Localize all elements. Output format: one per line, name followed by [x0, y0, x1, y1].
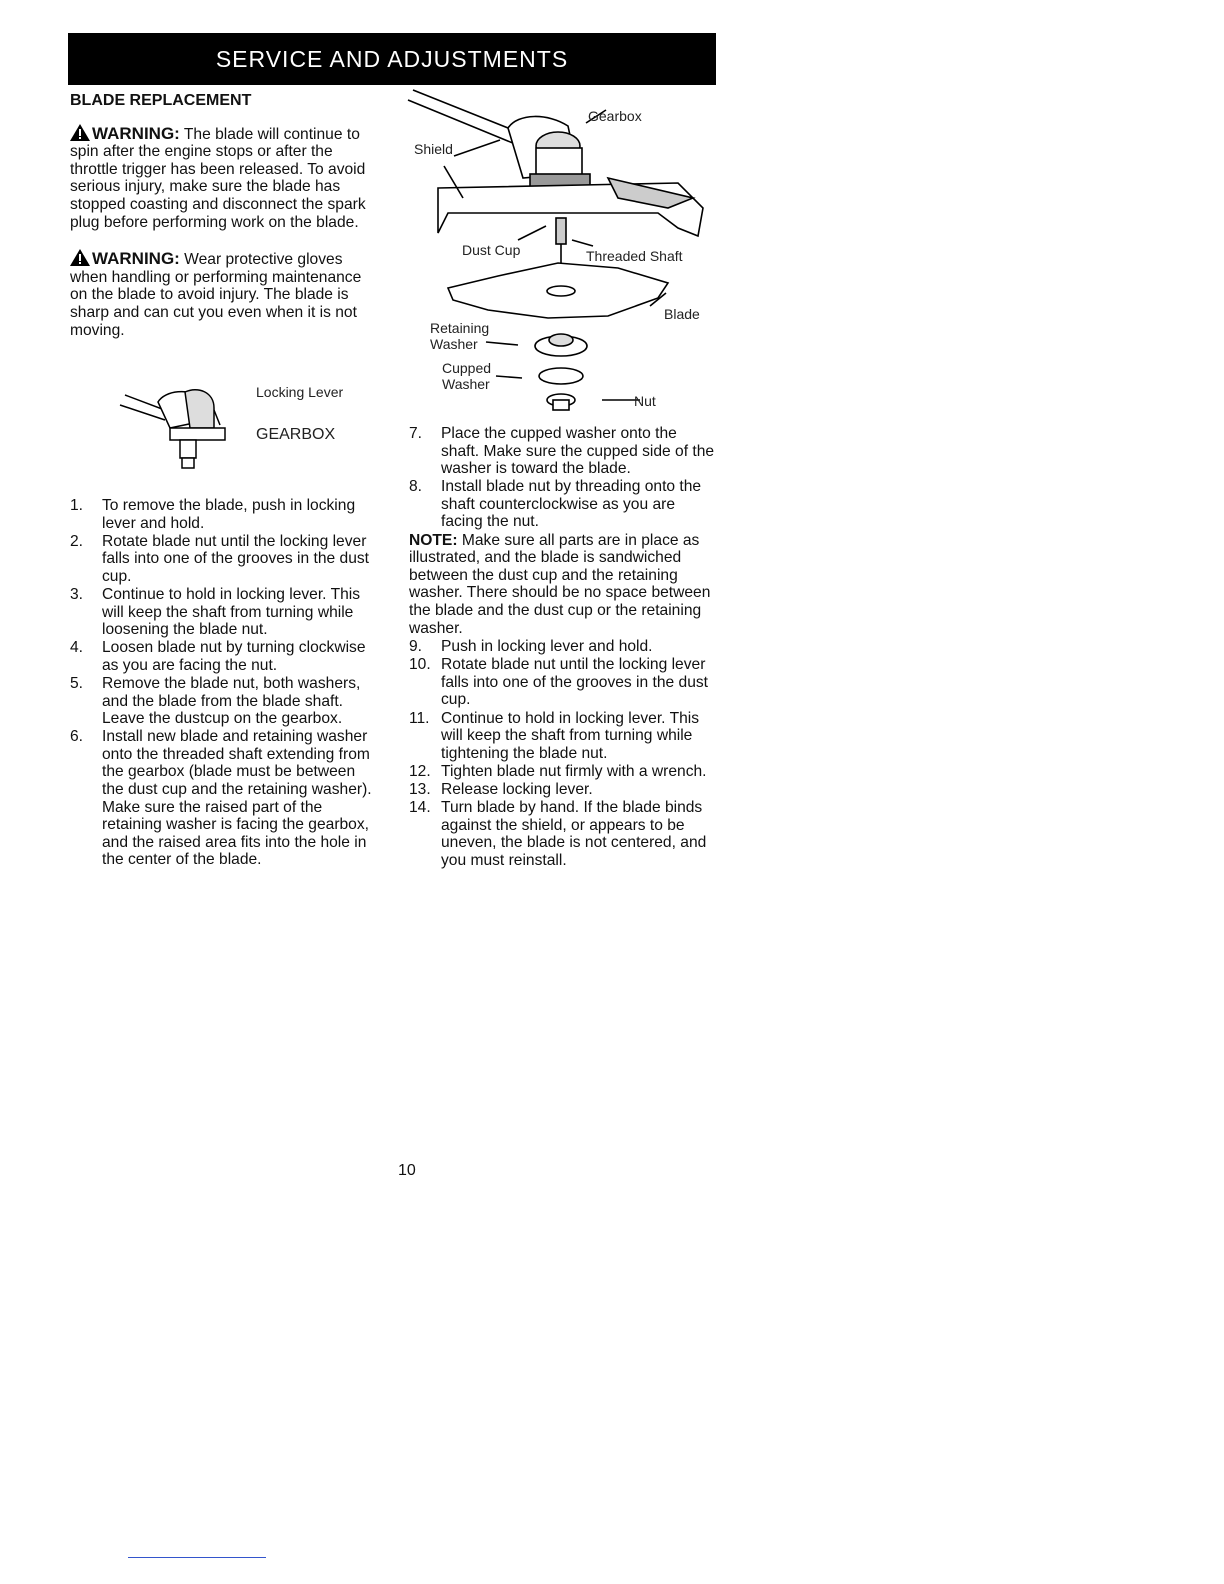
- gearbox-label: GEARBOX: [256, 426, 336, 443]
- steps-list-left: [70, 497, 380, 869]
- blade-assembly-figure: [408, 88, 720, 418]
- section-header: [68, 33, 716, 85]
- list-item: 8. Install blade nut by threading onto the shaft counterclockwise as you are facing the nut.: [409, 478, 702, 531]
- section-title: BLADE REPLACEMENT: [70, 92, 252, 109]
- cupped-washer-label-line2: Washer: [442, 376, 490, 392]
- list-item: 5. Remove the blade nut, both washers, and the blade from the blade shaft. Leave the dustcup on the gearbox.: [70, 674, 361, 728]
- list-item: 6. Install new blade and retaining washer onto the threaded shaft extending from the gearbox (blade must be between the dust cup and the retaining washer). Make sure the raised part of the retaining washer is facing the gearbox, and the raised area fits into the hole in the center of the blade.: [70, 728, 372, 869]
- blade-label: Blade: [664, 306, 700, 322]
- list-item: 11. Continue to hold in locking lever. This will keep the shaft from turning while tightening the blade nut.: [409, 709, 700, 762]
- warning-triangle-icon: [70, 124, 90, 141]
- warning-label: WARNING:: [92, 123, 180, 143]
- warning-block-1: [70, 124, 380, 232]
- warning-text: Wear protective gloves when handling or performing maintenance on the blade to avoid injury. The blade is sharp and can cut you even when it is not moving.: [70, 251, 362, 339]
- header-title: SERVICE AND ADJUSTMENTS: [215, 45, 569, 72]
- list-item: 13. Release locking lever.: [409, 780, 593, 798]
- list-item: 10. Rotate blade nut until the locking lever falls into one of the grooves in the dust cup.: [409, 656, 708, 709]
- list-item: 4. Loosen blade nut by turning clockwise as you are facing the nut.: [70, 639, 366, 674]
- list-item: 2. Rotate blade nut until the locking lever falls into one of the grooves in the dust cup.: [70, 532, 369, 585]
- threaded-shaft-label: Threaded Shaft: [586, 248, 683, 264]
- note-label: NOTE:: [409, 531, 458, 549]
- steps-list-right-a: [409, 425, 719, 531]
- list-item: 3. Continue to hold in locking lever. This will keep the shaft from turning while loosening the blade nut.: [70, 585, 361, 639]
- gearbox-label: Gearbox: [588, 108, 642, 124]
- retaining-washer-label-line2: Washer: [430, 336, 478, 352]
- footer-divider-line: [128, 1557, 266, 1558]
- list-item: 9. Push in locking lever and hold.: [409, 638, 653, 656]
- warning-block-2: [70, 249, 380, 339]
- dust-cup-label: Dust Cup: [462, 242, 521, 258]
- locking-lever-label: Locking Lever: [256, 384, 344, 400]
- gearbox-figure: [110, 380, 370, 490]
- left-column: [70, 92, 380, 357]
- warning-text: The blade will continue to spin after the engine stops or after the throttle trigger has been released. To avoid serious injury, make sure the blade has stopped coasting and disconnect the spark plug before performing work on the blade.: [70, 125, 366, 231]
- note-block: [409, 532, 719, 638]
- right-column: [409, 425, 719, 870]
- warning-triangle-icon: [70, 249, 90, 266]
- left-steps: [70, 497, 380, 869]
- shield-label: Shield: [414, 141, 453, 157]
- gearbox-illustration-icon: [110, 380, 250, 480]
- page-number: 10: [398, 1162, 416, 1179]
- warning-label: WARNING:: [92, 249, 180, 269]
- note-text: Make sure all parts are in place as illustrated, and the blade is sandwiched between the dust cup and the retaining washer. There should be no space between the blade and the dust cup or the retaining washer.: [409, 531, 711, 637]
- list-item: 12. Tighten blade nut firmly with a wrench.: [409, 762, 707, 780]
- retaining-washer-label-line1: Retaining: [430, 320, 490, 336]
- cupped-washer-label-line1: Cupped: [442, 360, 492, 376]
- nut-label: Nut: [634, 393, 656, 409]
- steps-list-right-b: [409, 638, 719, 869]
- list-item: 7. Place the cupped washer onto the shaft. Make sure the cupped side of the washer is toward the blade.: [409, 425, 715, 478]
- list-item: 14. Turn blade by hand. If the blade binds against the shield, or appears to be uneven, the blade is not centered, and you must reinstall.: [409, 798, 707, 869]
- list-item: 1. To remove the blade, push in locking lever and hold.: [70, 497, 356, 532]
